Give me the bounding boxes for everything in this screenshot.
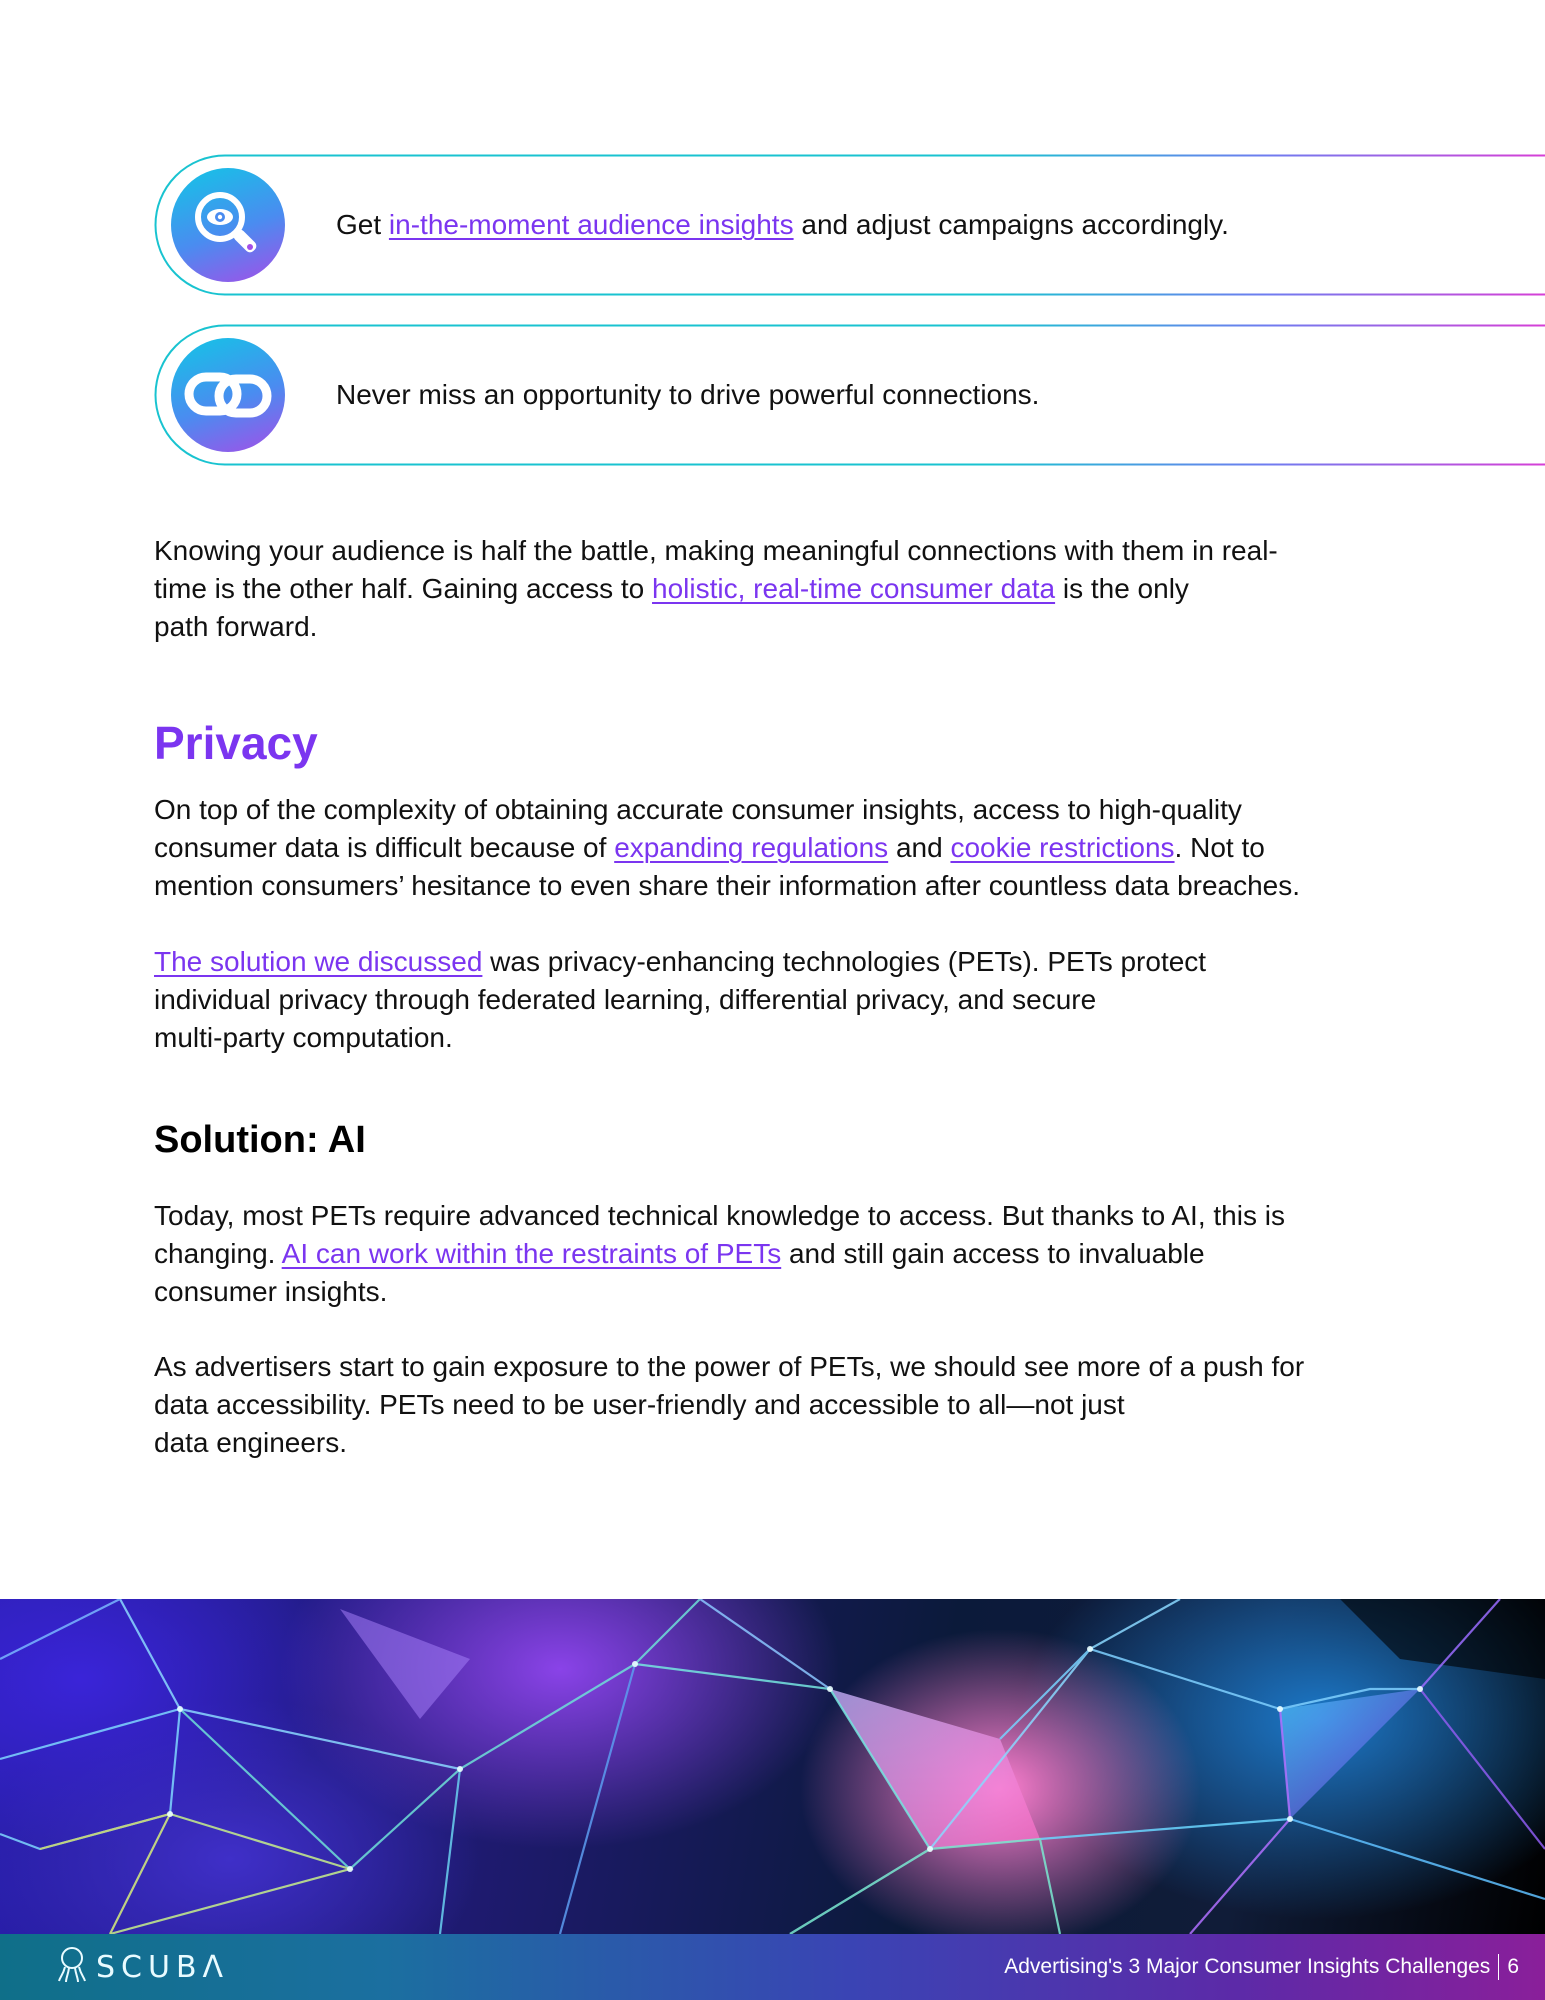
solution-paragraph-1 xyxy=(154,1197,1394,1311)
intro-paragraph xyxy=(154,532,1394,646)
solution-discussed-link[interactable]: The solution we discussed xyxy=(154,946,483,977)
octopus-logo-icon xyxy=(58,1947,86,1988)
callout-text xyxy=(336,154,1229,296)
network-banner-image xyxy=(0,1599,1545,1934)
solution-line: and still gain access to invaluable xyxy=(781,1238,1205,1269)
footer-bar xyxy=(0,1934,1545,2000)
privacy-line: multi-party computation. xyxy=(154,1022,453,1053)
solution-line: changing. xyxy=(154,1238,282,1269)
privacy-line: mention consumers’ hesitance to even share their information after countless data breaches. xyxy=(154,870,1301,901)
page-number: 6 xyxy=(1507,1955,1519,1978)
solution-line: data engineers. xyxy=(154,1427,348,1458)
logo-wordmark: SCUBΛ xyxy=(96,1949,230,1985)
expanding-regulations-link[interactable]: expanding regulations xyxy=(614,832,889,863)
privacy-line: individual privacy through federated learning, differential privacy, and secure xyxy=(154,984,1097,1015)
intro-line: path forward. xyxy=(154,611,318,642)
scuba-logo xyxy=(58,1934,229,2000)
network-lines xyxy=(0,1599,1545,1934)
ai-pets-link[interactable]: AI can work within the restraints of PETs xyxy=(281,1238,782,1269)
audience-insights-link[interactable]: in-the-moment audience insights xyxy=(388,209,794,240)
chain-link-icon xyxy=(171,338,285,452)
consumer-data-link[interactable]: holistic, real-time consumer data xyxy=(652,573,1056,604)
magnifier-eye-icon xyxy=(171,168,285,282)
privacy-paragraph-1 xyxy=(154,791,1394,905)
solution-line: Today, most PETs require advanced technical knowledge to access. But thanks to AI, this is xyxy=(154,1200,1285,1231)
privacy-line: was privacy-enhancing technologies (PETs). PETs protect xyxy=(482,946,1207,977)
privacy-heading: Privacy xyxy=(154,717,318,769)
solution-line: consumer insights. xyxy=(154,1276,388,1307)
privacy-line: On top of the complexity of obtaining accurate consumer insights, access to high-quality xyxy=(154,794,1242,825)
solution-line: data accessibility. PETs need to be user-friendly and accessible to all—not just xyxy=(154,1389,1125,1420)
cookie-restrictions-link[interactable]: cookie restrictions xyxy=(950,832,1175,863)
callout-text-suffix: and adjust campaigns accordingly. xyxy=(793,209,1229,240)
privacy-line: consumer data is difficult because of xyxy=(154,832,615,863)
footer-doc-title: Advertising's 3 Major Consumer Insights Challenges xyxy=(1004,1955,1491,1978)
intro-line: is the only xyxy=(1055,573,1189,604)
callout-connections xyxy=(154,324,1545,466)
privacy-line: . Not to xyxy=(1174,832,1265,863)
footer-divider xyxy=(1498,1954,1499,1980)
solution-paragraph-2 xyxy=(154,1348,1394,1462)
intro-line: Knowing your audience is half the battle, making meaningful connections with them in real- xyxy=(154,535,1278,566)
privacy-line: and xyxy=(888,832,951,863)
footer-doc-info xyxy=(1004,1934,1519,2000)
privacy-paragraph-2 xyxy=(154,943,1394,1057)
callout-text-prefix: Get xyxy=(336,209,389,240)
solution-line: As advertisers start to gain exposure to the power of PETs, we should see more of a push for xyxy=(154,1351,1305,1382)
intro-line: time is the other half. Gaining access to xyxy=(154,573,653,604)
callout-text: Never miss an opportunity to drive powerful connections. xyxy=(336,379,1040,410)
solution-heading: Solution: AI xyxy=(154,1119,366,1161)
callout-audience-insights xyxy=(154,154,1545,296)
